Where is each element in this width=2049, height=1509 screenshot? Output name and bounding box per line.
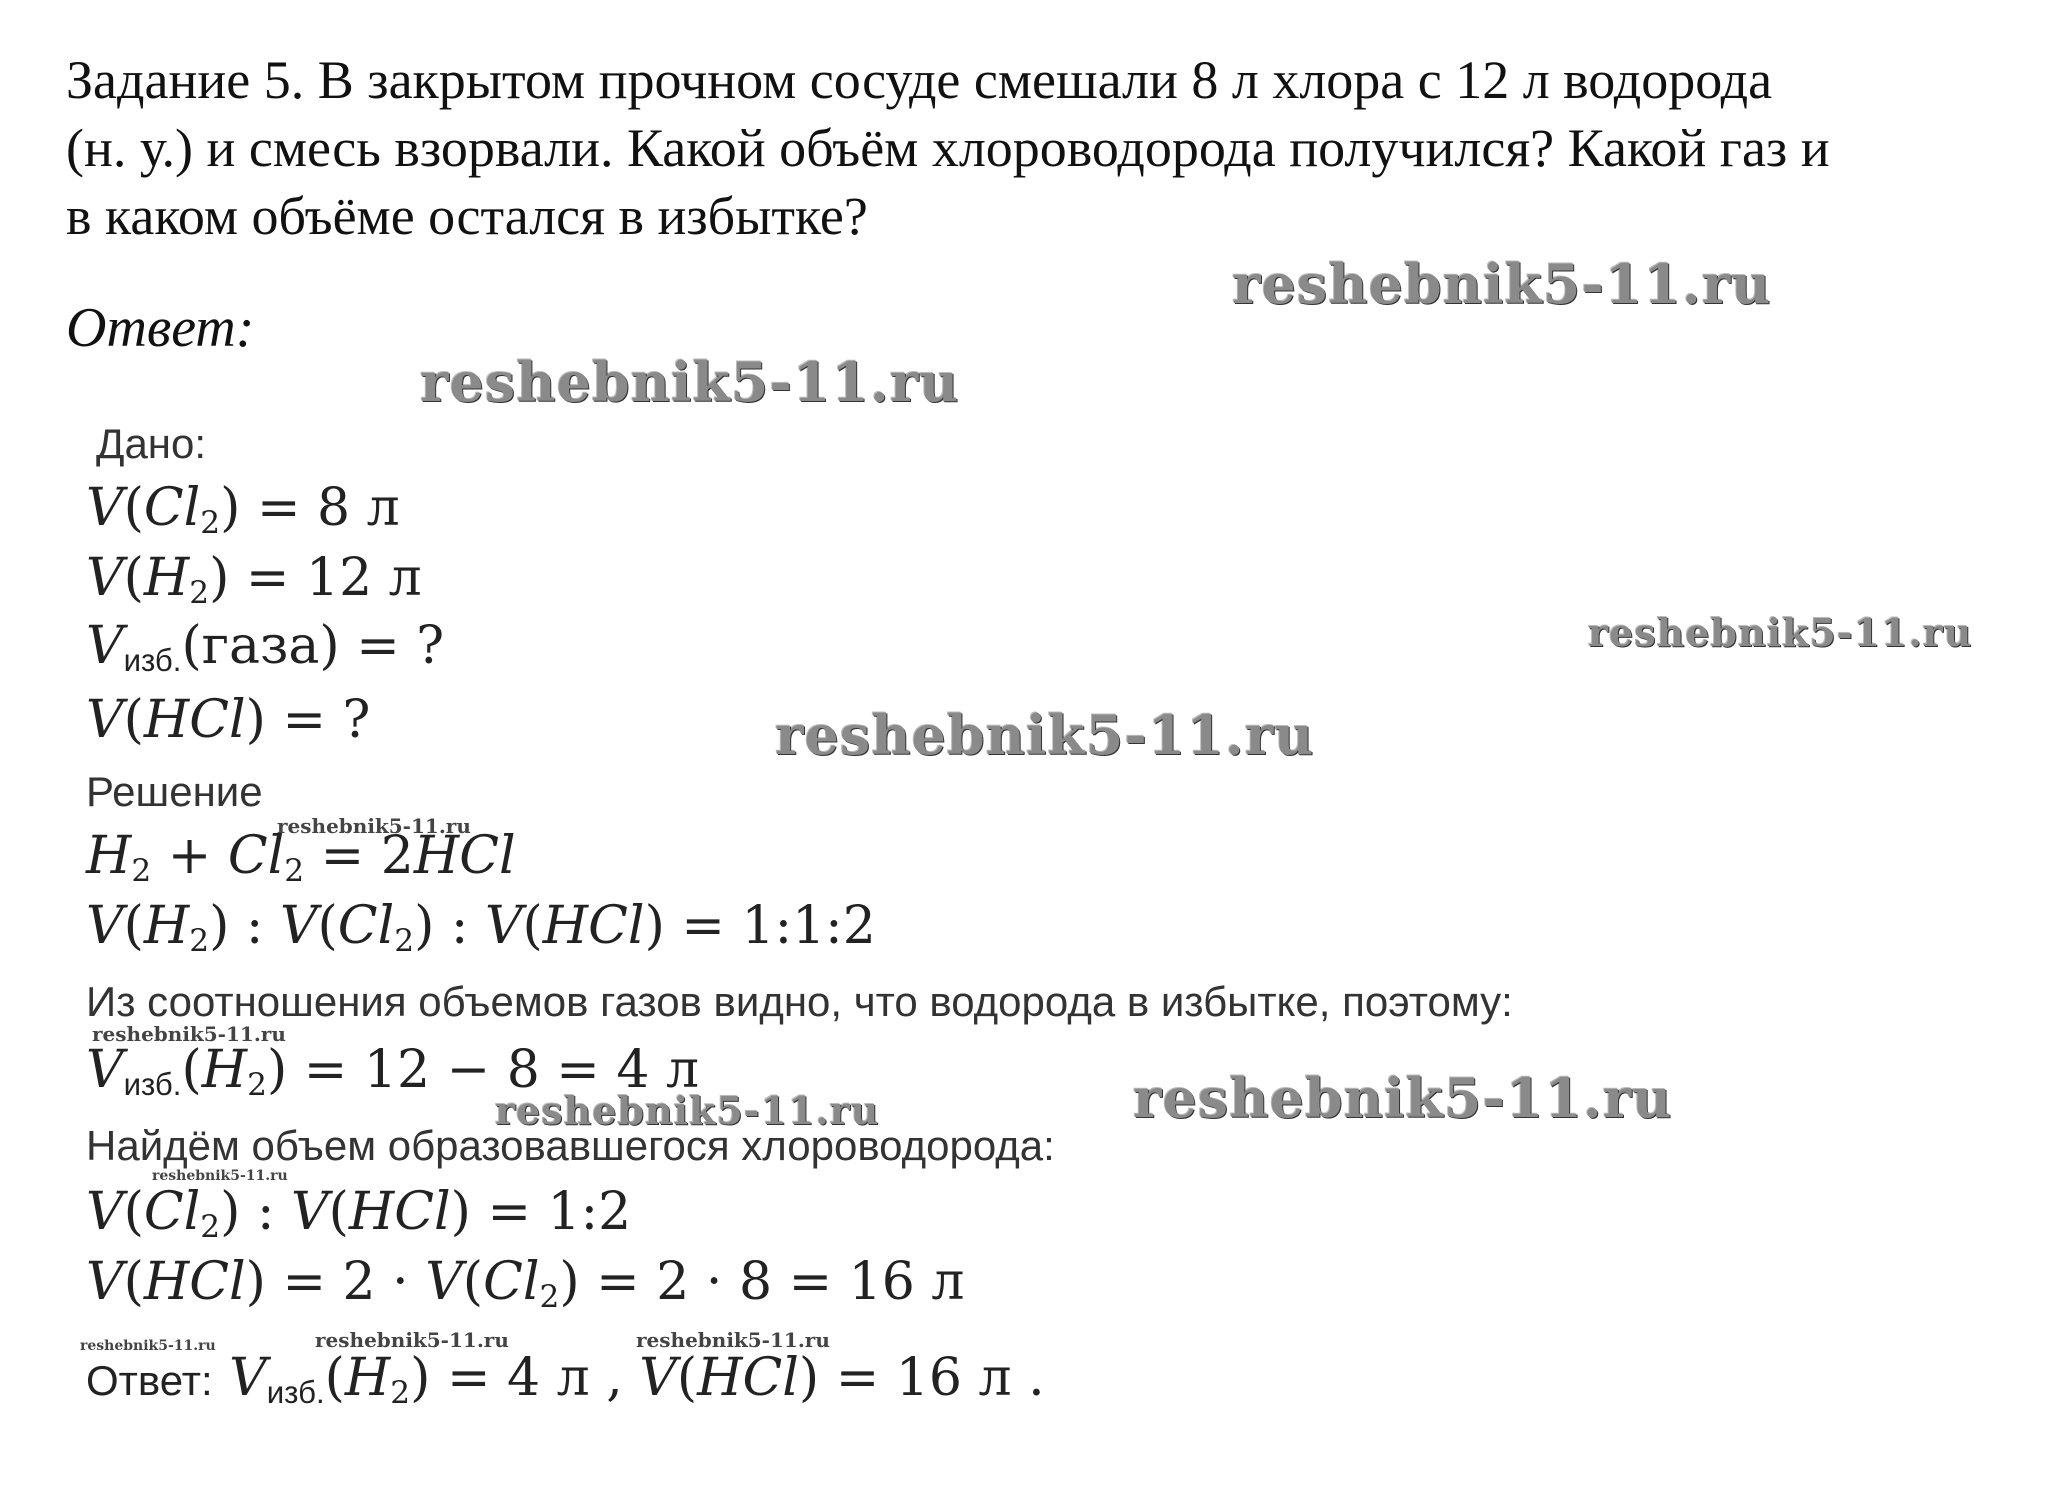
reaction-equation: $H_2 + Cl_2 = 2HCl$ bbox=[86, 826, 516, 889]
excess-h2-calc: $V_{изб.}(H_2) = 12 - 8 = 4$ л bbox=[86, 1040, 700, 1103]
watermark: reshebnik5-11.ru bbox=[1232, 252, 1772, 316]
final-answer: Ответ: $V_{изб.}(H_2) = 4$ л , V(HCl) = 16 л . bbox=[86, 1348, 1045, 1411]
task-line-2: (н. у.) и смесь взорвали. Какой объём хлороводорода получился? Какой газ и bbox=[66, 118, 1830, 178]
watermark: reshebnik5-11.ru bbox=[277, 814, 471, 838]
watermark: reshebnik5-11.ru bbox=[92, 1022, 286, 1046]
task-statement bbox=[66, 46, 2026, 250]
watermark: reshebnik5-11.ru bbox=[775, 703, 1315, 767]
find-excess-gas: $V_{изб.}(газа)$ = ? bbox=[86, 616, 445, 678]
find-hcl: V(HCl) = ? bbox=[86, 690, 371, 750]
watermark: reshebnik5-11.ru bbox=[636, 1328, 830, 1352]
task-line-3: в каком объёме остался в избытке? bbox=[66, 186, 868, 246]
watermark: reshebnik5-11.ru bbox=[315, 1328, 509, 1352]
watermark: reshebnik5-11.ru bbox=[80, 1338, 216, 1354]
watermark: reshebnik5-11.ru bbox=[420, 350, 960, 414]
given-cl2: $V(Cl_2) = 8$ л bbox=[86, 478, 400, 541]
find-hcl-text: Найдём объем образовавшегося хлороводорода: bbox=[86, 1122, 1055, 1169]
cl2-hcl-ratio: $V(Cl_2)$ : V(HCl) = 1:2 bbox=[86, 1182, 632, 1245]
given-label: Дано: bbox=[96, 420, 207, 467]
solution-label: Решение bbox=[86, 768, 263, 815]
given-h2: $V(H_2) = 12$ л bbox=[86, 548, 422, 611]
watermark: reshebnik5-11.ru bbox=[152, 1168, 288, 1184]
final-label: Ответ: bbox=[86, 1357, 213, 1404]
task-line-1: Задание 5. В закрытом прочном сосуде смешали 8 л хлора с 12 л водорода bbox=[66, 50, 1773, 110]
watermark: reshebnik5-11.ru bbox=[1133, 1066, 1673, 1130]
volume-ratio: $V(H_2)$ : $V(Cl_2)$ : V(HCl) = 1:1:2 bbox=[86, 896, 876, 959]
watermark: reshebnik5-11.ru bbox=[495, 1088, 880, 1133]
answer-heading: Ответ: bbox=[66, 297, 255, 359]
watermark: reshebnik5-11.ru bbox=[1588, 610, 1973, 655]
hcl-volume-calc: $V(HCl) = 2 \cdot V(Cl_2) = 2 \cdot 8 = 16$ л bbox=[86, 1252, 965, 1315]
ratio-explanation: Из соотношения объемов газов видно, что водорода в избытке, поэтому: bbox=[86, 978, 1513, 1025]
